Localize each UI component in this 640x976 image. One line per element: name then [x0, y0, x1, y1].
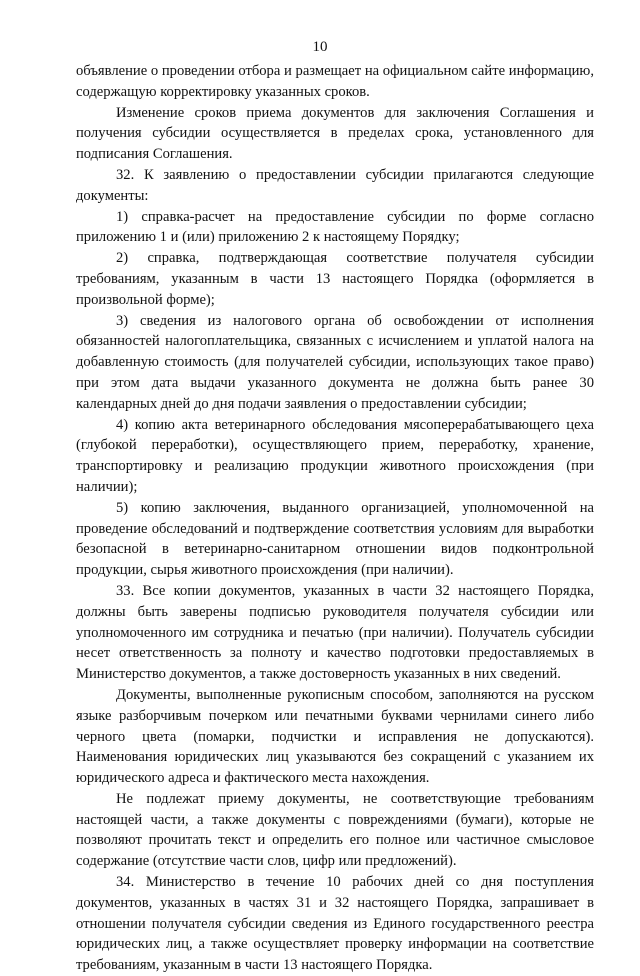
list-item-5: 5) копию заключения, выданного организацией, уполномоченной на проведение обследований и подтверждение соответствия условиям для выработки безопасной в ветеринарно-санитарном отношении видов подконтрольной продукции, сырья животного происхождения (при наличии). — [76, 499, 594, 579]
list-item-3: 3) сведения из налогового органа об освобождении от исполнения обязанностей налогоплательщика, связанных с исчислением и уплатой налога на добавленную стоимость (для получателей субсидии, использующих такое право) при этом дата выдачи указанного документа не должна быть ранее 30 календарных дней до дня подачи заявления о предоставлении субсидии; — [76, 312, 594, 412]
list-item-2: 2) справка, подтверждающая соответствие получателя субсидии требованиям, указанным в части 13 настоящего Порядка (оформляется в произвольной форме); — [76, 250, 594, 308]
paragraph-section-33: 33. Все копии документов, указанных в части 32 настоящего Порядка, должны быть заверены подписью руководителя получателя субсидии или уполномоченного им сотрудника и печатью (при наличии). Получатель субсидии несет ответственность за полноту и качество подготовки предоставляемых в Министерство документов, а также достоверность указанных в них сведений. — [76, 582, 594, 683]
paragraph-continuation: объявление о проведении отбора и размещает на официальном сайте информацию, содержащую корректировку указанных сроков. — [76, 63, 594, 100]
page-number: 10 — [312, 39, 328, 55]
paragraph-handwritten-docs: Документы, выполненные рукописным способом, заполняются на русском языке разборчивым почерком или печатными буквами чернилами синего либо черного цвета (помарки, подчистки и исправления не допускаются). Наименования юридических лиц указываются без сокращений с указанием их юридического адреса и фактического места нахождения. — [76, 686, 594, 787]
list-item-1: 1) справка-расчет на предоставление субсидии по форме согласно приложению 1 и (или) приложению 2 к настоящему Порядку; — [76, 208, 594, 246]
paragraph-rejected-docs: Не подлежат приему документы, не соответствующие требованиям настоящей части, а также документы с повреждениями (бумаги), которые не позволяют прочитать текст и определить его полное или частичное смысловое содержание (отсутствие части слов, цифр или предложений). — [76, 790, 594, 870]
paragraph-section-34: 34. Министерство в течение 10 рабочих дней со дня поступления документов, указанных в частях 31 и 32 настоящего Порядка, запрашивает в отношении получателя субсидии сведения из Единого государственного реестра юридических лиц, а также осуществляет проверку информации на соответствие требованиям, указанным в части 13 настоящего Порядка. — [76, 874, 594, 974]
paragraph-deadline-change: Изменение сроков приема документов для заключения Соглашения и получения субсидии осуществляется в пределах срока, установленного для подписания Соглашения. — [76, 104, 594, 163]
paragraph-section-32: 32. К заявлению о предоставлении субсидии прилагаются следующие документы: — [76, 166, 594, 204]
list-item-4: 4) копию акта ветеринарного обследования мясоперерабатывающего цеха (глубокой переработки), осуществляющего прием, переработку, хранение, транспортировку и реализацию продукции животного происхождения (при наличии); — [76, 416, 594, 495]
document-body — [76, 61, 594, 976]
